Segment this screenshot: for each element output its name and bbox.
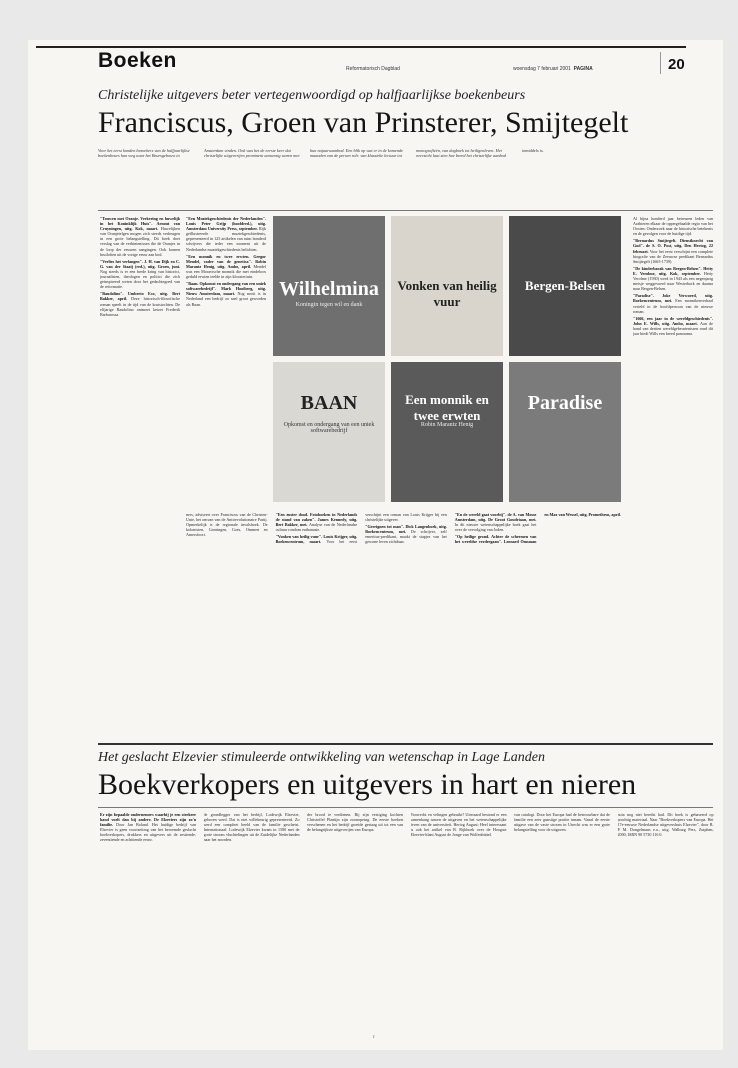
book-cover — [509, 362, 621, 502]
paragraph — [100, 812, 196, 843]
section-title: Boeken — [98, 49, 177, 72]
paragraph-text: Analyse van de Nederlandse cultuur rondom euthanasie. — [275, 522, 358, 533]
page-header — [28, 40, 723, 74]
book-cover-title: Een monnik en twee erwten — [405, 392, 489, 423]
paragraph-heading: "Een zuster dood. Fotoboeken in Nederlands de stand van zaken". James Kennedy, uitg. Bert Bakker, mei. — [275, 512, 358, 528]
article2-column — [514, 812, 610, 1027]
book-cover-subtitle: Koningin tegen wil en dank — [295, 302, 363, 308]
paragraph-heading: "1666, een jaar in de wereldgeschiedenis". John E. Wills, uitg. Ambo, maart. — [633, 315, 713, 326]
book-cover — [509, 216, 621, 356]
paragraph-text: Voor het eerst verschijnt een complete biografie van de Zeeuwse predikant Bernardus Smijtegelt (1665-1739). — [633, 248, 713, 264]
book-cover-title: Paradise — [527, 392, 603, 414]
paragraph-text: Een monnikenverhaal verteld in de hoofdpersoon van de nieuwe roman. — [633, 298, 713, 314]
paragraph-heading: "Vonken van heilig vuur". Louis Krijger, uitg. Boekencentrum, maart. — [275, 534, 358, 545]
paragraph-text: Voorrecht en velingen gebruikt? Uiteraard bestond er een samenhang tussen de uitgaven en het wetenschappelijke leven van de universiteit. Hertog August: Heel interessant is ook het artikel van B. Rijkhoek over de Hoogste Elzevier-klant August de Jonge van Wolfenbüttel. — [410, 812, 507, 838]
paragraph-heading: "Paradise". Joke Verwoerd, uitg. Boekencentrum, mei. — [633, 293, 713, 304]
paragraph-heading: "Bernardus Smijtegelt. Dienstknecht van God". de S. O. Post, uitg. Den Hertog, 22 februari. — [633, 238, 713, 254]
book-cover — [391, 216, 503, 356]
article1-intro: Voor het eerst konden bezoekers van de halfjaarlijkse boekenbeurs hun weg naar het Beursgebouw in Amsterdam vinden. Ook was het de eerste keer dat christelijke uitgeverijen prominent aanwezig waren met hun najaarsaanbod. Een blik op wat er in de komende maanden van de persen rolt: van klassieke lectuur tot monografieën, van dagboek tot heiligenleven. Het overzicht laat zien hoe breed het christelijke aanbod inmiddels is. — [98, 148, 544, 159]
paragraph-heading: "Baudolino". Umberto Eco, uitg. Bert Bakker, april. — [100, 291, 180, 302]
book-cover-subtitle: Opkomst en ondergang van een uniek softwarebedrijf — [283, 422, 375, 434]
paragraph — [365, 524, 447, 544]
paragraph-heading: "Een monnik en twee erwten. Gregor Mendel, vader van de genetica". Robin Marantz Henig, uitg. Ambo, april. — [186, 253, 266, 269]
paragraph-text: Al bijna honderd jaar betreuren leden van Arabieren elkaar de oppergehaalde regio van het Oosten. Onderzoek naar de historische betekenis en de gevolgen voor de huidige tijd. — [633, 216, 713, 237]
book-cover-title: Bergen-Belsen — [524, 278, 606, 293]
paragraph — [204, 812, 300, 843]
article1-col-below — [186, 512, 626, 732]
paragraph — [618, 812, 714, 837]
paragraph-text: De schrijver, zelf emeritus-predikant, maakt de stapjes van het gewone leven zichtbaar. — [365, 529, 447, 545]
paragraph-text: van catalogi. Door het Europa had de betrouwbare dat de familie een zeer gunstige positie innam. Vanaf de eerste uitgave van de vaste stroom in Utrecht was er een grote belangstelling voor de uitgaven. — [514, 812, 610, 833]
paragraph-heading: "Op heilige grond. Achter de schermen van het wereldse verdergaan". Leonard Omsman en Max van Wessel, uitg. Prometheus, april. — [454, 512, 621, 545]
footer-mark: r — [373, 1035, 375, 1040]
article1-col2 — [186, 216, 266, 508]
book-cover — [391, 362, 503, 502]
paragraph — [100, 216, 180, 257]
article2-headline: Boekverkopers en uitgevers in hart en nieren — [98, 768, 637, 801]
paragraph-heading: "En de wereld gaat voorbij". de A. van Mosse Amsterdam, uitg. De Groot Goudriaan, mei. — [454, 512, 537, 523]
paragraph-heading: "Gerrignen tot man". Dick Langenboek, uitg. Boekencentrum, mei. — [365, 524, 447, 535]
paragraph-text: Mendel was een Moravische monnik die met eindeloos geduld erwten teelde in zijn kloostertuin. — [186, 263, 266, 280]
paragraph-text: Huwelijken van Oranjetelgen mogen zich steeds verheugen in een grote belangstelling. Dit boek doet verslag van de verbintenissen die de Oranjes in de loop der eeuwen aangingen. Ook komen bruiloften uit de vorige eeuw aan bod. — [100, 226, 180, 257]
book-cover-title: BAAN — [300, 392, 358, 414]
article2-column — [411, 812, 507, 1027]
paragraph-text: Hetty Verolme (1930) werd in 1943 als een negenjarig meisje weggevoerd naar Westerbork en daarna naar Bergen-Belsen. — [633, 270, 713, 292]
book-cover-subtitle: Robin Marantz Henig — [420, 422, 474, 428]
book-cover — [273, 362, 385, 502]
paragraph-text: ners, adviseert over Franciscus van de Christen-Unie, het omvan van de Antirevolutionaire Partij. Opmerkelijk is de regionale invalshoek. De kolonisten, Groningen, Goes, Ommen en Amersfoort. — [186, 512, 268, 538]
book-cover-title: Vonken van heilig vuur — [397, 278, 497, 309]
paragraph-heading: "De kinderbarak van Bergen-Belsen". Hetty E. Verolme, uitg. Kok, september. — [633, 265, 713, 276]
paragraph — [307, 812, 403, 832]
article2-column — [307, 812, 403, 1027]
article2-kicker: Het geslacht Elzevier stimuleerde ontwikkeling van wetenschap in Lage Landen — [98, 750, 545, 765]
article1-col-right — [633, 216, 713, 736]
paragraph-heading: "Baan. Opkomst en ondergang van een uniek softwarebedrijf". Mark Hooiberg, uitg. Nieuw Amsterdam, maart. — [186, 281, 266, 297]
paragraph-text: nota nog niet bereikt had. Dit boek is gebaseerd op prachtig materiaal. Naar "Boekverkopers van Europa. Het 17e-eeuwse Nederlandse uitgevershuis Elzevier", door B. P. M. Dongelmans e.a., uitg. Walburg Pers, Zutphen, 2000, ISBN 90 5730 116 0. — [617, 812, 714, 838]
paragraph-heading: Er zijn bepaalde ondernemers waarbij je een sterkere band voelt dan bij andere. De Elzeviers zijn zo'n familie. — [100, 812, 196, 828]
paragraph-text: Nog steeds is er een brede kring van historici, journalisten, theologen en politici die zich geïnspireerd weten door het gedachtegoed van de reformatie. — [100, 268, 180, 290]
issue-date — [513, 66, 593, 72]
paragraph — [633, 266, 713, 291]
paragraph-text: der brood te verdienen. Bij zijn vestiging kochten Christoffel Plantijn zijn zoonopeing. De eerste boeken verschenen en het bedrijf groeide gestaag uit tot een van de belangrijkste uitgeverijen van Europa. — [307, 812, 403, 833]
paragraph-text: Voor het eerst verschijnt een roman van Louis Krijger bij een christelijke uitgever. — [326, 512, 447, 545]
paragraph-text: Deze historisch-filosofische roman speelt in de tijd van de kruistochten. De elfjarige Baudolino ontmoet keizer Frederik Barbarossa. — [100, 296, 180, 317]
header-rule — [36, 46, 686, 48]
paragraph-text: In dit nieuwe wetenschappelijke boek gaat het over de vervolging van Joden. — [454, 522, 537, 533]
paragraph — [633, 238, 713, 263]
paragraph — [186, 216, 266, 252]
paragraph — [633, 293, 713, 313]
article2-rule — [98, 807, 713, 808]
newspaper-page — [28, 40, 723, 1050]
article1-rule — [98, 210, 713, 211]
paragraph — [186, 281, 266, 306]
paragraph-text: Rijk geïllustreerde muziekgeschiedenis, gepresenteerd in 125 artikelen van ruim honderd schrijvers die ieder een moment uit de Nederlandse muziekgeschiedenis belichten. — [186, 226, 266, 252]
article2-column — [204, 812, 300, 1027]
article-divider — [98, 743, 713, 745]
paragraph-heading: "Een Muziekgeschiedenis der Nederlanden". Louis Peter Grijp (hoofdred.), uitg. Amsterdam University Press, september. — [186, 216, 266, 232]
article2-column — [618, 812, 714, 1027]
paragraph — [633, 216, 713, 236]
paragraph-heading: "Verlies het verlangen". J. H. van Dijk en C. G. van der Staaij (red.), uitg. Groen, juni. — [100, 258, 180, 269]
book-cover-title: Wilhelmina — [279, 278, 379, 300]
paragraph-text: Aan de hand van dertien wereldgebeurtenissen rond dit jaar biedt Wills een breed panorama. — [633, 320, 713, 336]
article1-headline: Franciscus, Groen van Prinsterer, Smijtegelt — [98, 106, 629, 139]
paragraph-text: Nog nooit is in Nederland een bedrijf zo snel groot geworden als Baan. — [186, 291, 266, 307]
page-number: 20 — [668, 56, 685, 73]
paragraph-text: de grondlegger van het bedrijf, Lodewijk Elzevier, geboren werd. Dat is niet willekeurig gepresenteerd. Zo werd een compleet beeld van de familie geschetst. Internationaal: Lodewijk Elzevier kwam in 1580 met de grote stroom vluchtelingen uit de Zuidelijke Nederlanden naar het noorden. — [203, 812, 300, 843]
paragraph — [633, 316, 713, 336]
page-word: PAGINA — [573, 66, 593, 72]
paragraph — [186, 512, 268, 537]
article1-col1 — [100, 216, 180, 736]
paragraph — [100, 291, 180, 316]
paragraph-heading: "Touwen met Oranje. Verkering en huwelijk in het Koninklijk Huis". Arnout van Cruyningen, uitg. Kok, maart. — [100, 216, 180, 232]
paragraph — [100, 259, 180, 290]
paragraph — [455, 512, 537, 532]
issue-date-text: woensdag 7 februari 2001 — [513, 66, 571, 72]
paragraph — [514, 812, 610, 832]
article1-intro-aside — [631, 148, 711, 208]
newspaper-name: Reformatorisch Dagblad — [346, 66, 400, 72]
article1-kicker: Christelijke uitgevers beter vertegenwoordigd op halfjaarlijkse boekenbeurs — [98, 88, 526, 103]
paragraph — [411, 812, 507, 837]
paragraph-text: Door Jan Boland. Het huidige bedrijf van Elsevier is geen voortzetting van het beroemde geslacht boekverkopers, drukkers en uitgevers uit de zestiende, zeventiende en achttiende eeuw. — [100, 822, 196, 843]
paragraph — [186, 254, 266, 279]
paragraph — [276, 512, 358, 532]
article2-column — [100, 812, 196, 1027]
book-cover — [273, 216, 385, 356]
